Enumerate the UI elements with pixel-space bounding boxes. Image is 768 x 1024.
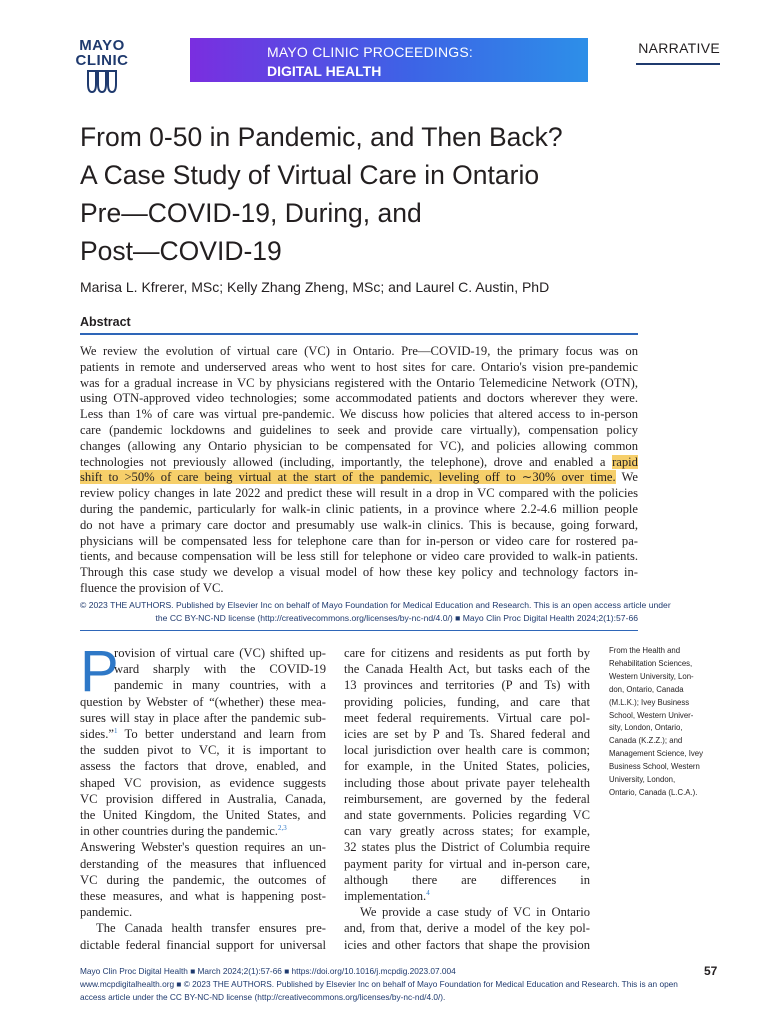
- abstract-line-part: technologies not previously allowed (including, importantly, the telephone), drove and enabled a: [80, 454, 606, 469]
- copyright-rule: [80, 630, 638, 631]
- body-line-part: implementation.: [344, 889, 427, 904]
- abstract-line: during the pandemic, particularly for walk-in clinic patients, in a province where 2.2-4.6 million people: [80, 501, 638, 516]
- body-line: the Canada Health Act, but tasks each of the: [344, 662, 590, 677]
- copyright-line-license[interactable]: the CC BY-NC-ND license (http://creativecommons.org/licenses/by-nc-nd/4.0/) ■ Mayo Clin Proc Digital Health 2024;2(1):57-66: [155, 613, 638, 623]
- copyright-line: © 2023 THE AUTHORS. Published by Elsevier Inc on behalf of Mayo Foundation for Medical Education and Research. This is an open access article under: [80, 600, 671, 610]
- abstract-line: Through this case study we develop a visual model of how these key policy and technology factors in-: [80, 565, 638, 580]
- affiliation-line: (M.L.K.); Ivey Business: [609, 697, 690, 707]
- reference-link[interactable]: 4: [426, 888, 430, 897]
- abstract-line: patients in remote and underserved areas who went to host sites for care. Ontario's vision pre-pandemic: [80, 359, 638, 374]
- body-line: VC during the pandemic, the outcomes of: [80, 872, 326, 887]
- abstract-text: [80, 344, 638, 597]
- author-affiliations: [609, 645, 719, 800]
- body-line: 13 provinces and territories (P and Ts) with: [344, 678, 590, 693]
- body-line: [80, 726, 326, 742]
- title-line: From 0-50 in Pandemic, and Then Back?: [80, 122, 563, 152]
- affiliation-line: Business School, Western: [609, 762, 700, 772]
- abstract-line: physicians will be compensated less for telephone care than for in-person or video care for rostered pa-: [80, 533, 638, 548]
- reference-link[interactable]: 1: [113, 726, 118, 735]
- body-line: for example, in the United States, policies,: [344, 759, 590, 774]
- affiliation-line: Rehabilitation Sciences,: [609, 658, 693, 668]
- abstract-line: Less than 1% of care was virtual pre-pandemic. We discuss how policies that altered access to in-person: [80, 407, 638, 422]
- body-line: including those about private payer telehealth: [344, 775, 590, 790]
- body-line: providing policies, funding, and care that: [344, 694, 590, 709]
- body-line-part: To better understand and learn from: [124, 727, 326, 742]
- abstract-line: [80, 470, 638, 486]
- title-line: Post—COVID-19: [80, 236, 282, 266]
- body-line: Answering Webster's question requires an un-: [80, 840, 326, 855]
- abstract-heading: Abstract: [80, 315, 131, 329]
- banner-journal-subtitle: DIGITAL HEALTH: [267, 63, 382, 79]
- highlighted-text: shift to >50% of care being virtual at the start of the pandemic, leveling off to ∼30% over time.: [80, 470, 616, 485]
- page-number: 57: [704, 964, 718, 978]
- affiliation-line: Management Science, Ivey: [609, 749, 704, 759]
- body-line: [80, 823, 326, 839]
- body-line: and state governments. Policies regarding VC: [344, 808, 590, 823]
- body-line: sures will stay in place after the pandemic sub-: [80, 710, 326, 725]
- affiliation-line: don, Ontario, Canada: [609, 684, 684, 694]
- abstract-line-part: We: [621, 470, 639, 485]
- body-line-part: in other countries during the pandemic.: [80, 824, 278, 839]
- affiliation-line: Canada (K.Z.Z.); and: [609, 736, 683, 746]
- body-line: meet federal requirements. Virtual care pol-: [344, 710, 590, 725]
- body-line: shaped VC provision, as evidence suggests: [80, 775, 326, 790]
- shield-icon: [86, 70, 118, 94]
- abstract-line: do not have a primary care doctor and presumably use walk-in clinics. This is because, going forward,: [80, 517, 638, 532]
- body-line: can vary greatly across states; for example,: [344, 824, 590, 839]
- abstract-line: [80, 455, 638, 471]
- abstract-line: review policy changes in late 2022 and predict these will result in a drop in VC compared with the policies: [80, 486, 638, 501]
- body-line: icies are set by P and Ts. Shared federal and: [344, 727, 590, 742]
- abstract-line: changes (allowing any Ontario physician to be compensated for VC), and policies allowing common: [80, 438, 638, 453]
- body-line: pandemic in many countries, with a: [114, 678, 326, 693]
- abstract-line: care (pandemic lockdowns and guidelines to seek and provide care virtually), compensation policy: [80, 422, 638, 437]
- drop-cap: P: [80, 639, 119, 704]
- body-line: assess the factors that drove, enabled, and: [80, 759, 326, 774]
- abstract-line: fluence the provision of VC.: [80, 580, 224, 595]
- body-line-part: sides.”: [80, 727, 114, 742]
- body-line: these measures, and what is happening post-: [80, 889, 326, 904]
- abstract-rule: [80, 333, 638, 335]
- body-line: ward sharply with the COVID-19: [114, 662, 326, 677]
- footer-citation[interactable]: Mayo Clin Proc Digital Health ■ March 2024;2(1):57-66 ■ https://doi.org/10.1016/j.mcpdig.2023.07.004: [80, 966, 456, 976]
- abstract-line: using OTN-approved video technologies; some accommodated patients and doctors wherever they were.: [80, 391, 638, 406]
- affiliation-line: Western University, Lon-: [609, 671, 694, 681]
- affiliation-line: Ontario, Canada (L.C.A.).: [609, 787, 698, 797]
- body-line: We provide a case study of VC in Ontario: [360, 905, 590, 920]
- highlighted-text: rapid: [612, 454, 638, 469]
- affiliation-line: sity, London, Ontario,: [609, 723, 683, 733]
- body-column-2: [344, 645, 590, 953]
- affiliation-line: School, Western Univer-: [609, 710, 694, 720]
- logo-word-mayo: MAYO: [79, 37, 125, 54]
- article-type-label: NARRATIVE: [638, 40, 720, 56]
- body-line: dictable federal financial support for universal: [80, 937, 326, 952]
- body-line: reimbursement, are governed by the federal: [344, 791, 590, 806]
- body-line: The Canada health transfer ensures pre-: [96, 921, 326, 936]
- copyright-notice: [80, 599, 671, 625]
- body-line: local jurisdiction over health care is common;: [344, 743, 590, 758]
- abstract-line: We review the evolution of virtual care (VC) in Ontario. Pre—COVID-19, the primary focus was on: [80, 344, 638, 358]
- body-line: pandemic.: [80, 905, 133, 920]
- body-column-1: [80, 639, 326, 953]
- body-line: VC provision differed in Australia, Canada,: [80, 791, 326, 806]
- author-list: Marisa L. Kfrerer, MSc; Kelly Zhang Zheng, MSc; and Laurel C. Austin, PhD: [80, 279, 550, 295]
- body-line: [344, 888, 590, 904]
- body-line: icies and other factors that shape the provision: [344, 937, 590, 952]
- body-line: care for citizens and residents as put forth by: [344, 646, 590, 660]
- body-line: question by Webster of “(whether) these mea-: [80, 694, 326, 709]
- body-line: although there are differences in: [344, 872, 590, 887]
- abstract-line: was for a gradual increase in VC by physicians registered with the Ontario Telemedicine Network (OTN),: [80, 375, 638, 390]
- page-footer: [80, 965, 678, 1004]
- body-line: rovision of virtual care (VC) shifted up-: [114, 646, 326, 660]
- body-line: the United Kingdom, the United States, and: [80, 808, 326, 823]
- footer-copyright[interactable]: www.mcpdigitalhealth.org ■ © 2023 THE AUTHORS. Published by Elsevier Inc on behalf of Mayo Foundation for Medical Education and Research. This is an open: [80, 979, 678, 989]
- body-line: payment parity for virtual and in-person care,: [344, 856, 590, 871]
- reference-link[interactable]: 2,3: [277, 824, 287, 833]
- body-line: the sudden pivot to VC, it is important to: [80, 743, 326, 758]
- body-line: and, from that, derive a model of the key pol-: [344, 921, 590, 936]
- body-line: 32 states plus the District of Columbia require: [344, 840, 590, 855]
- article-type-underline: [636, 63, 720, 65]
- title-line: A Case Study of Virtual Care in Ontario: [80, 160, 540, 190]
- affiliation-line: From the Health and: [609, 646, 681, 655]
- affiliation-line: University, London,: [609, 775, 676, 785]
- logo-word-clinic: CLINIC: [75, 52, 129, 69]
- body-line: derstanding of the measures that influenced: [80, 856, 326, 871]
- journal-banner: [190, 38, 588, 82]
- title-line: Pre—COVID-19, During, and: [80, 198, 422, 228]
- banner-journal-name: MAYO CLINIC PROCEEDINGS:: [267, 44, 474, 60]
- mayo-clinic-logo: [62, 38, 142, 68]
- article-title: [80, 118, 640, 270]
- abstract-line: tients, and because compensation will be less still for telephone or video care provided to walk-in patients.: [80, 549, 638, 564]
- footer-license[interactable]: access article under the CC BY-NC-ND license (http://creativecommons.org/licenses/by-nc-nd/4.0/).: [80, 992, 446, 1002]
